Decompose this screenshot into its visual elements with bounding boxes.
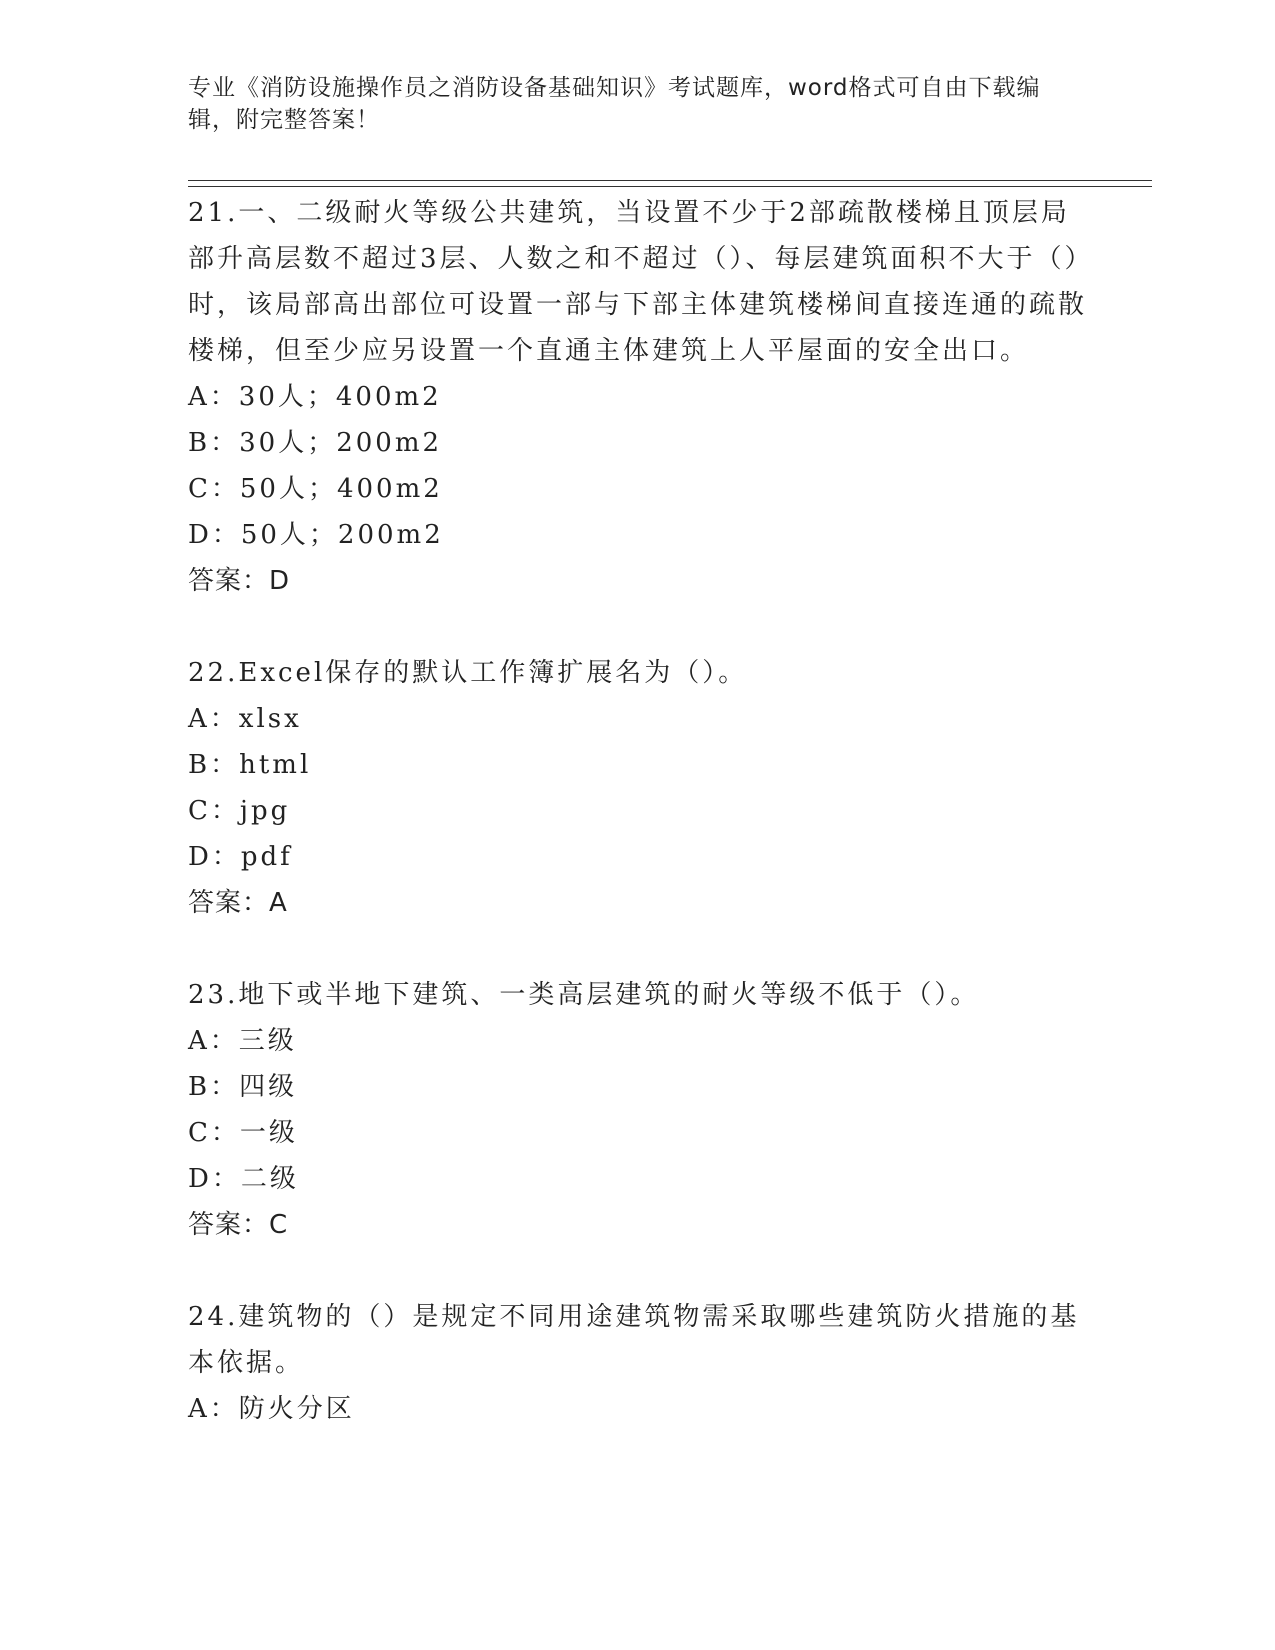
- option-d: D：pdf: [188, 842, 293, 872]
- option-b: B：四级: [188, 1072, 298, 1102]
- option-c: C：50人；400m2: [188, 474, 443, 504]
- question-21: [188, 190, 1088, 604]
- question-stem: 21.一、二级耐火等级公共建筑，当设置不少于2部疏散楼梯且顶层局部升高层数不超过3层、人数之和不超过（）、每层建筑面积不大于（）时，该局部高出部位可设置一部与下部主体建筑楼梯间直接连通的疏散楼梯，但至少应另设置一个直通主体建筑上人平屋面的安全出口。: [188, 198, 1088, 366]
- answer-line: 答案：A: [188, 888, 288, 918]
- page-header: 专业《消防设施操作员之消防设备基础知识》考试题库，word格式可自由下载编辑，附完整答案！: [188, 75, 1041, 133]
- question-stem: 23.地下或半地下建筑、一类高层建筑的耐火等级不低于（）。: [188, 980, 980, 1010]
- question-stem: 24.建筑物的（）是规定不同用途建筑物需采取哪些建筑防火措施的基本依据。: [188, 1302, 1080, 1378]
- option-a: A：三级: [188, 1026, 297, 1056]
- option-c: C：jpg: [188, 796, 291, 826]
- answer-line: 答案：D: [188, 566, 291, 596]
- question-list: [188, 190, 1088, 1478]
- question-24: [188, 1294, 1088, 1432]
- option-d: D：二级: [188, 1164, 299, 1194]
- option-d: D：50人；200m2: [188, 520, 444, 550]
- header-divider-top: [188, 180, 1152, 181]
- option-a: A：防火分区: [188, 1394, 355, 1424]
- question-23: [188, 972, 1088, 1248]
- answer-line: 答案：C: [188, 1210, 289, 1240]
- header-divider-bottom: [188, 186, 1152, 187]
- option-a: A：xlsx: [188, 704, 302, 734]
- option-a: A：30人；400m2: [188, 382, 442, 412]
- option-c: C：一级: [188, 1118, 298, 1148]
- question-22: [188, 650, 1088, 926]
- question-stem: 22.Excel保存的默认工作簿扩展名为（）。: [188, 658, 748, 688]
- option-b: B：30人；200m2: [188, 428, 443, 458]
- option-b: B：html: [188, 750, 312, 780]
